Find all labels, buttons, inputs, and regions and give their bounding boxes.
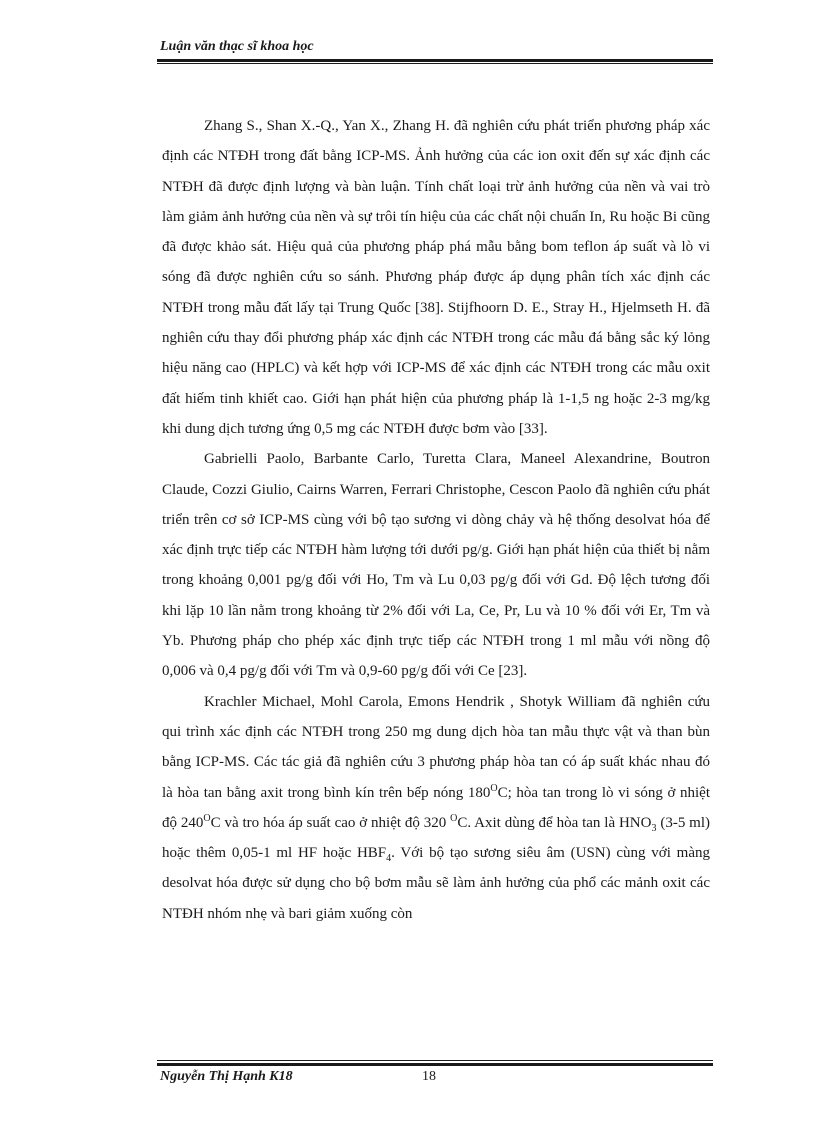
page-number: 18 (422, 1069, 436, 1084)
footer-author: Nguyễn Thị Hạnh K18 (160, 1069, 293, 1084)
header-rule-thick (157, 59, 713, 62)
paragraph-2: Gabrielli Paolo, Barbante Carlo, Turetta Clara, Maneel Alexandrine, Boutron Claude, Cozzi Giulio, Cairns Warren, Ferrari Christophe, Cescon Paolo đã nghiên cứu phát triển trên cơ sở ICP-MS cùng với bộ tạo sương vi dòng chảy và hệ thống desolvat hóa để xác định trực tiếp các NTĐH hàm lượng tới dưới pg/g. Giới hạn phát hiện của thiết bị nằm trong khoảng 0,001 pg/g đối với Ho, Tm và Lu 0,03 pg/g đối với Gd. Độ lệch tương đối khi lặp 10 lần nằm trong khoảng từ 2% đối với La, Ce, Pr, Lu và 10 % đối với Er, Tm và Yb. Phương pháp cho phép xác định trực tiếp các NTĐH trong 1 ml mẫu với nồng độ 0,006 và 0,4 pg/g đối với Tm và 0,9-60 pg/g đối với Ce [23]. (162, 451, 710, 680)
paragraph-3-text-6: . Với bộ tạo sương siêu âm (USN) cùng với màng desolvat hóa được sử dụng cho bộ bơm mẫu sẽ làm ảnh hưởng của phổ các mảnh oxit các NTĐH nhóm nhẹ và bari giảm xuống còn (162, 845, 710, 922)
paragraph-3-text-3: C và tro hóa áp suất cao ở nhiệt độ 320 (210, 814, 451, 831)
subscript-4: 4 (386, 853, 392, 865)
paragraph-3-text-4: C. Axit dùng để hòa tan là HNO (457, 814, 652, 831)
subscript-3: 3 (651, 822, 657, 834)
superscript-o-1: O (490, 782, 498, 794)
footer-rule-thick (157, 1063, 713, 1066)
paragraph-1: Zhang S., Shan X.-Q., Yan X., Zhang H. đã nghiên cứu phát triển phương pháp xác định các NTĐH trong đất bằng ICP-MS. Ảnh hưởng của các ion oxit đến sự xác định các NTĐH đã được định lượng và bàn luận. Tính chất loại trừ ảnh hưởng của nền và vai trò làm giảm ảnh hưởng của nền và sự trôi tín hiệu của các chất nội chuẩn In, Ru hoặc Bi cũng đã được khảo sát. Hiệu quả của phương pháp phá mẫu bằng bom teflon áp suất và lò vi sóng đã được nghiên cứu so sánh. Phương pháp được áp dụng phân tích xác định các NTĐH trong mẫu đất lấy tại Trung Quốc [38]. Stijfhoorn D. E., Stray H., Hjelmseth H. đã nghiên cứu thay đổi phương pháp xác định các NTĐH trong các mẫu đá bằng sắc ký lỏng hiệu năng cao (HPLC) và kết hợp với ICP-MS để xác định các NTĐH trong các mẫu oxit đất hiếm tinh khiết cao. Giới hạn phát hiện của phương pháp là 1-1,5 ng hoặc 2-3 mg/kg khi dung dịch tương ứng 0,5 mg các NTĐH được bơm vào [33]. (162, 118, 710, 437)
paragraph-3-text-5: (3-5 ml) hoặc thêm 0,05-1 ml HF hoặc HBF (162, 814, 711, 862)
paragraph-3-text-2: C; hòa tan trong lò vi sóng ở nhiệt độ 240 (162, 784, 710, 831)
superscript-o-2: O (203, 812, 211, 824)
header-title: Luận văn thạc sĩ khoa học (160, 39, 314, 54)
paragraph-3-text-1: Krachler Michael, Mohl Carola, Emons Hendrik , Shotyk William đã nghiên cứu qui trình xác định các NTĐH trong 250 mg dung dịch hòa tan mẫu thực vật và than bùn bằng ICP-MS. Các tác giả đã nghiên cứu 3 phương pháp hòa tan có áp suất khác nhau đó là hòa tan bằng axit trong bình kín trên bếp nóng 180 (162, 693, 710, 801)
footer-rule-thin (157, 1060, 713, 1061)
superscript-o-3: O (450, 812, 458, 824)
header-rule-thin (157, 63, 713, 64)
paragraph-3 (162, 687, 710, 929)
body-text (162, 111, 710, 929)
